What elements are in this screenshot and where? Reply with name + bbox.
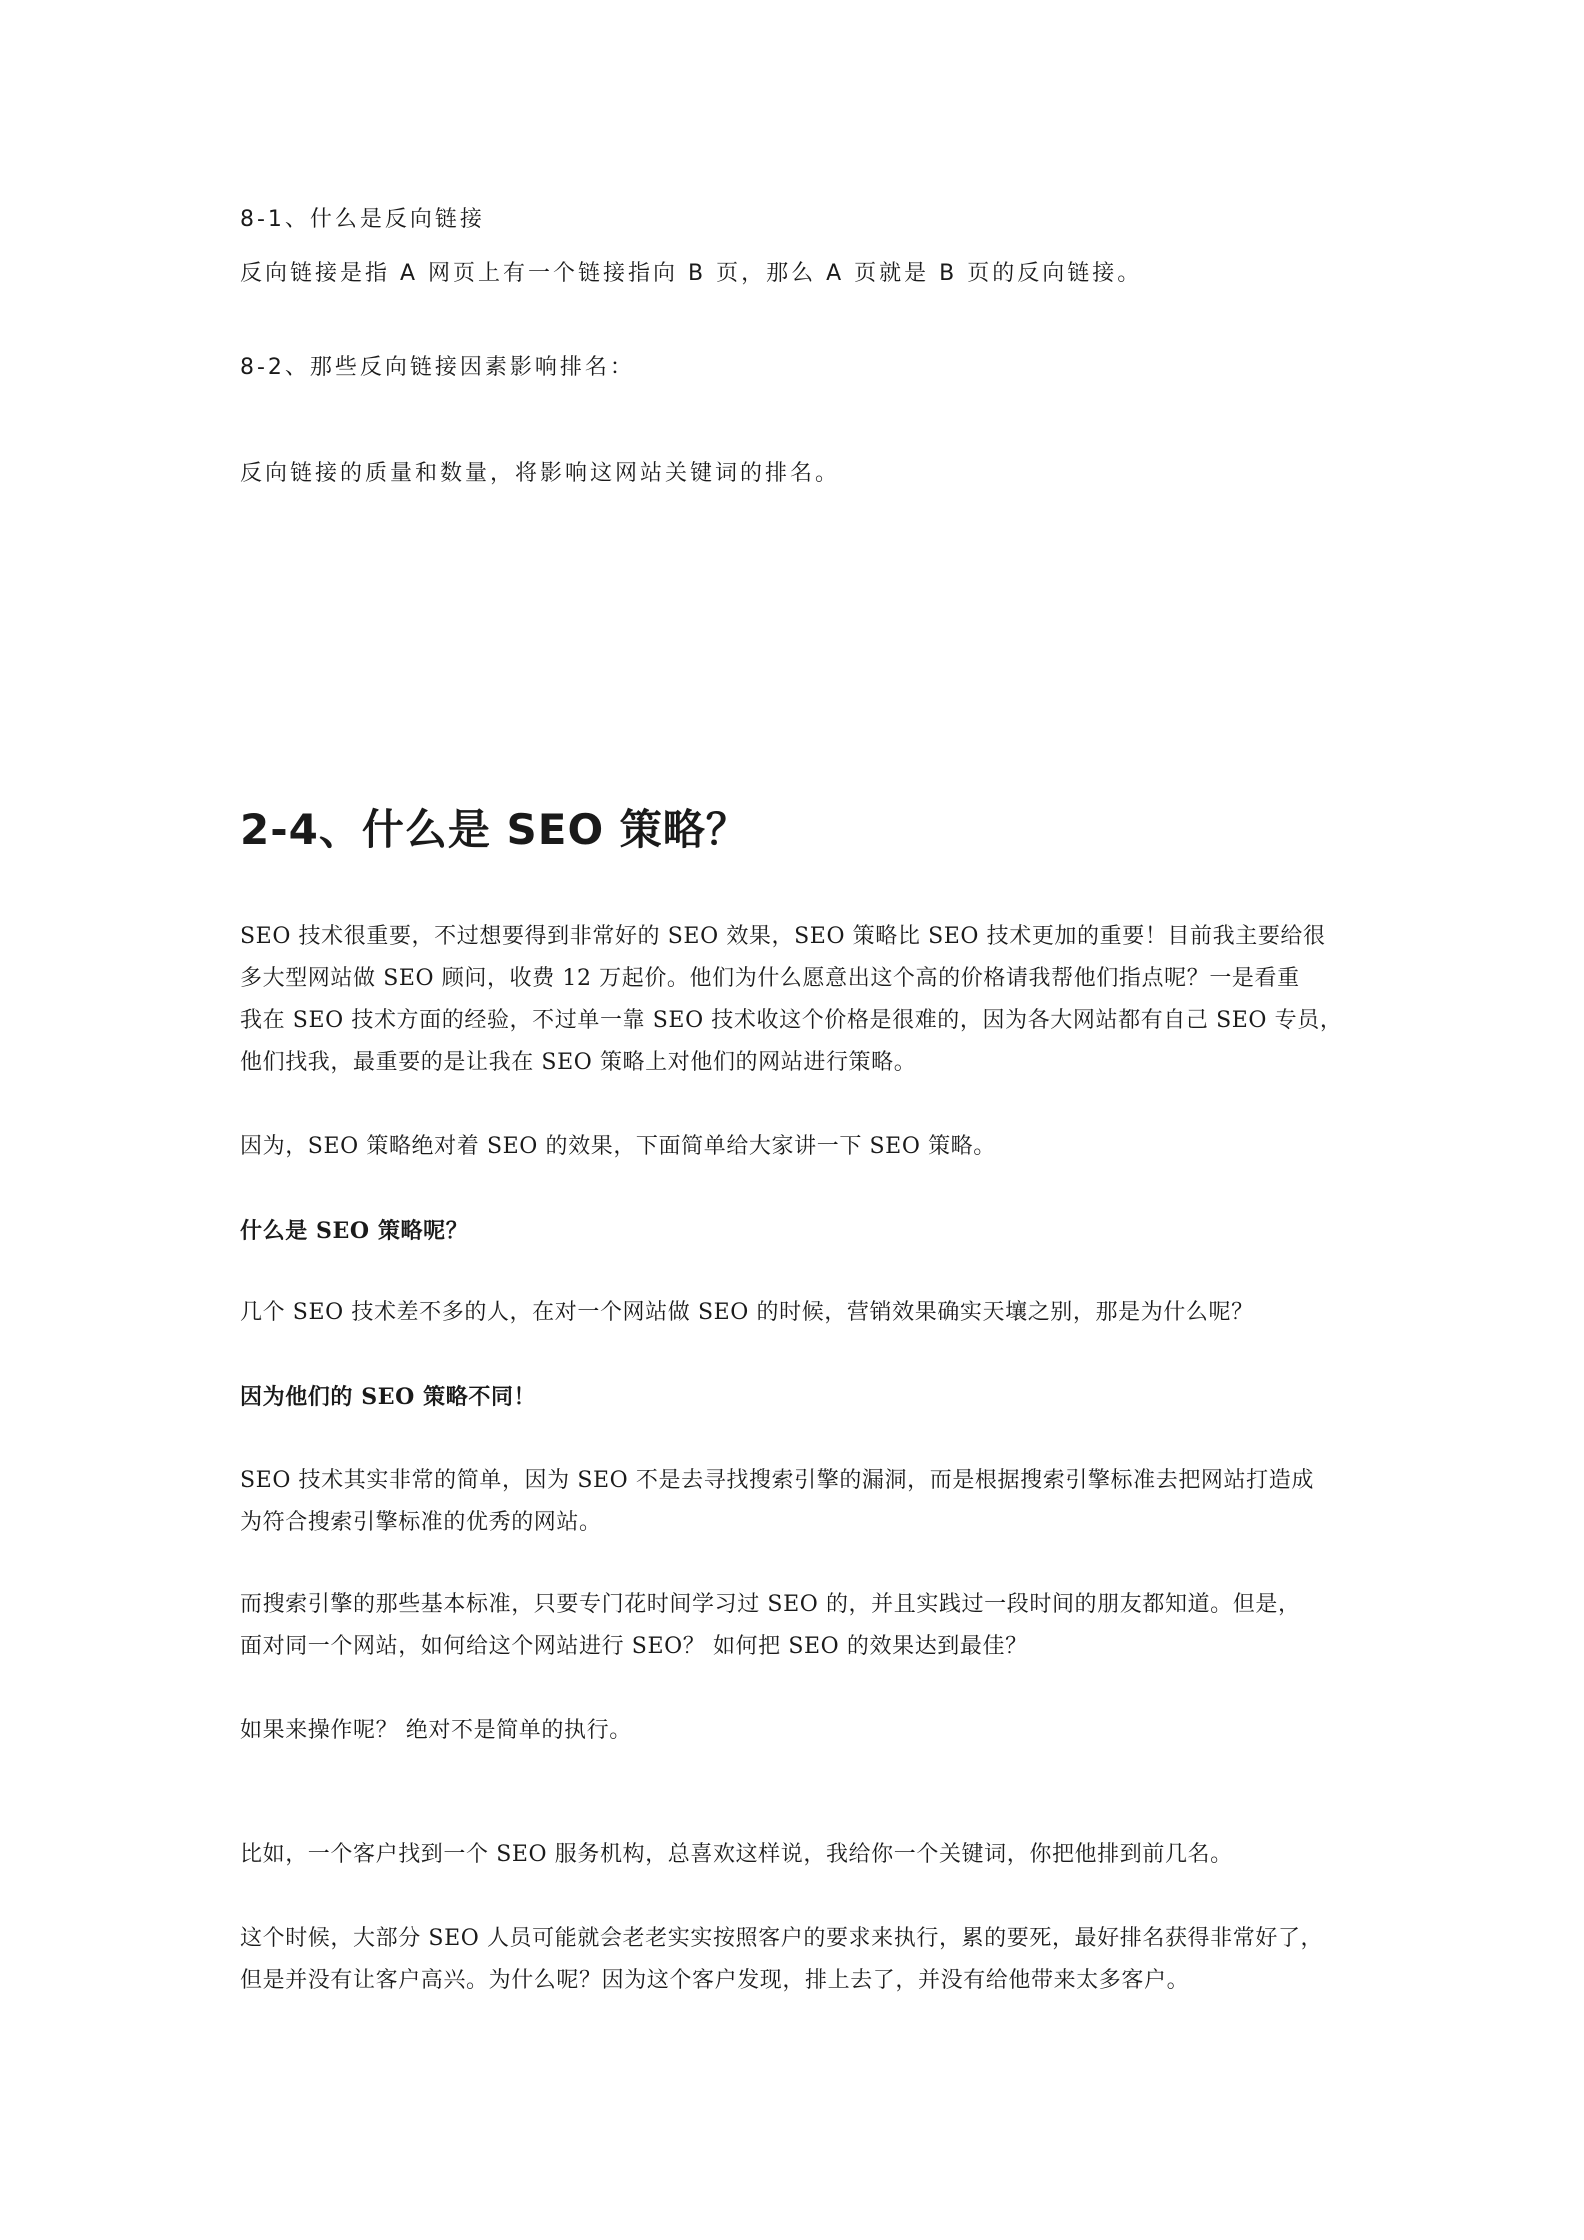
section-8-1-text: 反向链接是指 A 网页上有一个链接指向 B 页，那么 A 页就是 B 页的反向链接。 bbox=[240, 261, 1143, 286]
section-8-2-heading: 8-2、那些反向链接因素影响排名： bbox=[240, 355, 635, 380]
paragraph-5-line: 而搜索引擎的那些基本标准，只要专门花时间学习过 SEO 的，并且实践过一段时间的朋友都知道。但是， bbox=[240, 1592, 1301, 1617]
paragraph-6: 如果来操作呢？ 绝对不是简单的执行。 bbox=[240, 1718, 632, 1743]
question-1: 什么是 SEO 策略呢？ bbox=[240, 1218, 469, 1244]
paragraph-1-line: 他们找我，最重要的是让我在 SEO 策略上对他们的网站进行策略。 bbox=[240, 1050, 917, 1075]
section-8-1-heading: 8-1、什么是反向链接 bbox=[240, 207, 485, 232]
paragraph-2: 因为，SEO 策略绝对着 SEO 的效果，下面简单给大家讲一下 SEO 策略。 bbox=[240, 1134, 996, 1159]
question-2: 因为他们的 SEO 策略不同！ bbox=[240, 1384, 537, 1410]
paragraph-1-line: 我在 SEO 技术方面的经验，不过单一靠 SEO 技术收这个价格是很难的，因为各大网站都有自己 SEO 专员， bbox=[240, 1008, 1343, 1033]
paragraph-5-line: 面对同一个网站，如何给这个网站进行 SEO？ 如何把 SEO 的效果达到最佳？ bbox=[240, 1634, 1028, 1659]
section-2-4-heading: 2-4、什么是 SEO 策略？ bbox=[240, 805, 749, 854]
paragraph-4-line: 为符合搜索引擎标准的优秀的网站。 bbox=[240, 1510, 602, 1535]
paragraph-3: 几个 SEO 技术差不多的人，在对一个网站做 SEO 的时候，营销效果确实天壤之别，那是为什么呢？ bbox=[240, 1300, 1254, 1325]
paragraph-8-line: 但是并没有让客户高兴。为什么呢？因为这个客户发现，排上去了，并没有给他带来太多客户。 bbox=[240, 1968, 1190, 1993]
paragraph-4 bbox=[240, 1460, 1360, 1544]
paragraph-7: 比如，一个客户找到一个 SEO 服务机构，总喜欢这样说，我给你一个关键词，你把他排到前几名。 bbox=[240, 1842, 1233, 1867]
paragraph-1 bbox=[240, 916, 1360, 1084]
paragraph-8 bbox=[240, 1918, 1360, 2002]
paragraph-4-line: SEO 技术其实非常的简单，因为 SEO 不是去寻找搜索引擎的漏洞，而是根据搜索引擎标准去把网站打造成 bbox=[240, 1468, 1314, 1493]
paragraph-1-line: 多大型网站做 SEO 顾问，收费 12 万起价。他们为什么愿意出这个高的价格请我帮他们指点呢？一是看重 bbox=[240, 966, 1300, 991]
section-8-2-text: 反向链接的质量和数量，将影响这网站关键词的排名。 bbox=[240, 461, 841, 486]
paragraph-1-line: SEO 技术很重要，不过想要得到非常好的 SEO 效果，SEO 策略比 SEO 技术更加的重要！目前我主要给很 bbox=[240, 924, 1326, 949]
paragraph-5 bbox=[240, 1584, 1360, 1668]
paragraph-8-line: 这个时候，大部分 SEO 人员可能就会老老实实按照客户的要求来执行，累的要死，最好排名获得非常好了， bbox=[240, 1926, 1324, 1951]
